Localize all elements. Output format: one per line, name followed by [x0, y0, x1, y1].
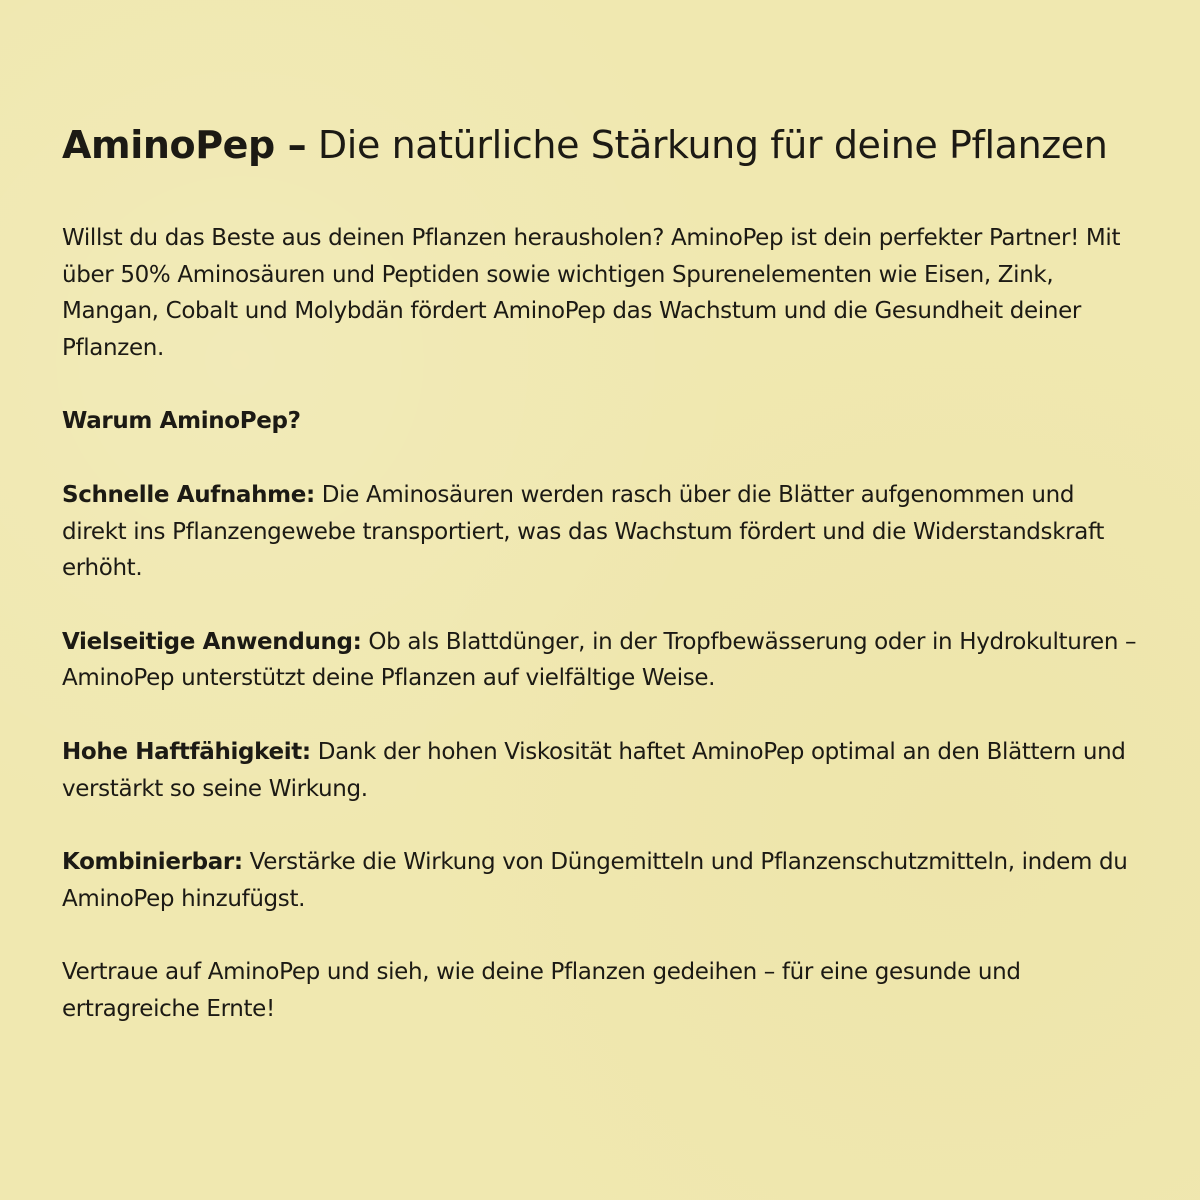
- page-title: [62, 114, 1140, 176]
- feature-text: Dank der hohen Viskosität haftet AminoPep optimal an den Blättern und verstärkt so seine Wirkung.: [62, 738, 1126, 802]
- feature-label: Hohe Haftfähigkeit:: [62, 738, 311, 765]
- feature-label: Schnelle Aufnahme:: [62, 481, 315, 508]
- title-brand: AminoPep –: [62, 123, 307, 167]
- feature-quick-absorption: [62, 477, 1140, 587]
- feature-text: Verstärke die Wirkung von Düngemitteln und Pflanzenschutzmitteln, indem du AminoPep hinzufügst.: [62, 849, 1128, 912]
- feature-text: Ob als Blattdünger, in der Tropfbewässerung oder in Hydrokulturen – AminoPep unterstützt deine Pflanzen auf vielfältige Weise.: [62, 628, 1137, 692]
- feature-adhesion: [62, 734, 1140, 807]
- feature-versatile-use: [62, 624, 1140, 697]
- feature-combinable: [62, 844, 1140, 917]
- closing-paragraph: Vertraue auf AminoPep und sieh, wie deine Pflanzen gedeihen – für eine gesunde und ertragreiche Ernte!: [62, 959, 1021, 1022]
- feature-label: Vielseitige Anwendung:: [62, 628, 362, 655]
- feature-label: Kombinierbar:: [62, 849, 243, 876]
- feature-text: Die Aminosäuren werden rasch über die Blätter aufgenommen und direkt ins Pflanzengewebe transportiert, was das Wachstum fördert und die Widerstandskraft erhöht.: [62, 481, 1105, 582]
- intro-paragraph: Willst du das Beste aus deinen Pflanzen herausholen? AminoPep ist dein perfekter Partner! Mit über 50% Aminosäuren und Peptiden sowie wichtigen Spurenelementen wie Eisen, Zink, Mangan, Cobalt und Molybdän fördert AminoPep das Wachstum und die Gesundheit deiner Pflanzen.: [62, 225, 1121, 361]
- title-subtitle: Die natürliche Stärkung für deine Pflanzen: [306, 123, 1108, 167]
- section-heading: Warum AminoPep?: [62, 408, 301, 435]
